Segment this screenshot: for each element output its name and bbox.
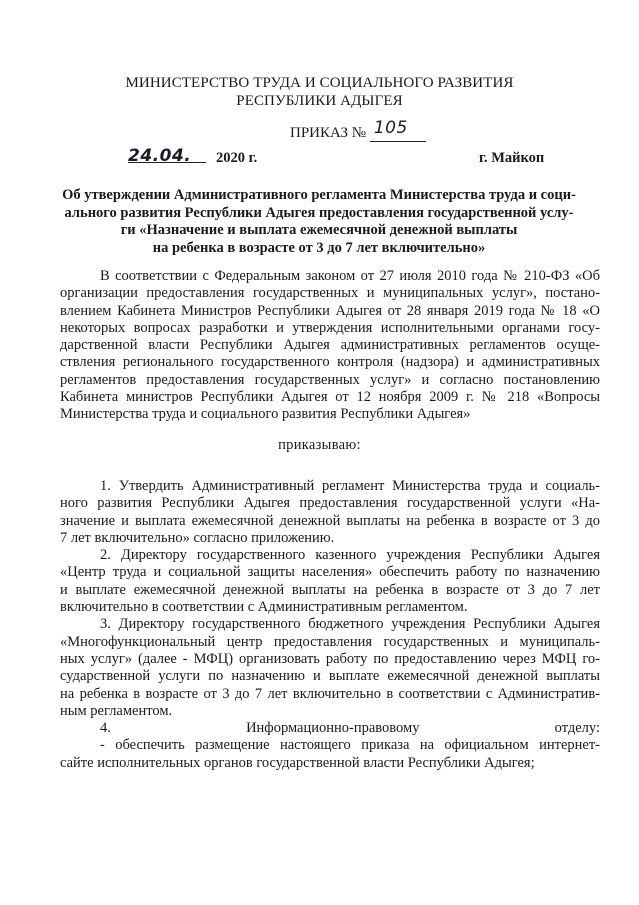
- preamble-paragraph: [60, 268, 600, 424]
- preamble-line: Министерства труда и социального развития Республики Адыгея»: [60, 406, 471, 423]
- item-line: «Центр труда и социальной защиты населения» обеспечить работу по назначению: [60, 564, 600, 581]
- date-row: [0, 148, 639, 170]
- ministry-name-line1: МИНИСТЕРСТВО ТРУДА И СОЦИАЛЬНОГО РАЗВИТИЯ: [125, 75, 514, 91]
- preamble-line: ствления регионального государственного контроля (надзора) и административных: [60, 354, 600, 371]
- order-number-field: [370, 118, 426, 142]
- order-heading: [60, 187, 578, 257]
- item-line: 7 лет включительно» согласно приложению.: [60, 529, 335, 546]
- item-line: 2. Директору государственного казенного учреждения Республики Адыгея: [100, 547, 600, 564]
- item-line: сударственной услуги по назначению и выплате ежемесячной денежной выплаты: [60, 668, 600, 685]
- item-line: ных услуг» (далее - МФЦ) организовать работу по предоставлению через МФЦ го-: [60, 650, 600, 667]
- item-line: и выплате ежемесячной денежной выплаты на ребенка в возрасте от 3 до 7 лет: [60, 581, 600, 598]
- item-line: сайте исполнительных органов государственной власти Республики Адыгея;: [60, 754, 535, 771]
- item-line: 4. Информационно-правовому отделу:: [100, 720, 600, 737]
- heading-line: на ребенка в возрасте от 3 до 7 лет включительно»: [152, 239, 486, 256]
- order-word: приказываю:: [278, 437, 361, 453]
- order-title: [290, 118, 426, 142]
- preamble-line: Кабинета министров Республики Адыгея от 12 ноября 2009 г. № 218 «Вопросы: [60, 389, 600, 406]
- order-items: [60, 478, 600, 772]
- item-line: 3. Директору государственного бюджетного учреждения Республики Адыгея: [100, 616, 600, 633]
- preamble-line: регламентов предоставления государственных услуг» и согласно постановлению: [60, 371, 600, 388]
- heading-line: Об утверждении Административного регламента Министерства труда и соци-: [62, 187, 576, 203]
- preamble-line: влением Кабинета Министров Республики Адыгея от 28 января 2019 года № 18 «О: [60, 302, 600, 319]
- ministry-name-line2: РЕСПУБЛИКИ АДЫГЕЯ: [236, 93, 403, 109]
- preamble-line: организации предоставления государственных и муниципальных услуг», постано-: [60, 285, 600, 302]
- ministry-header: [0, 74, 639, 110]
- item-line: включительно в соответствии с Административным регламентом.: [60, 599, 468, 616]
- item-line: «Многофункциональный центр предоставления государственных и муниципаль-: [60, 633, 600, 650]
- date-handwritten: 24.04.: [128, 146, 192, 166]
- item-line: - обеспечить размещение настоящего приказа на официальном интернет-: [100, 737, 600, 754]
- heading-line: ги «Назначение и выплата ежемесячной денежной выплаты: [120, 222, 518, 238]
- item-line: 1. Утвердить Административный регламент Министерства труда и социаль-: [100, 478, 600, 494]
- preamble-line: В соответствии с Федеральным законом от 27 июля 2010 года № 210-ФЗ «Об: [100, 268, 600, 284]
- preamble-line: дарственной власти Республики Адыгея административных регламентов осуще-: [60, 337, 600, 354]
- order-label: ПРИКАЗ №: [290, 125, 367, 141]
- heading-line: ального развития Республики Адыгея предоставления государственной услу-: [64, 204, 574, 221]
- order-number-handwritten: 105: [373, 118, 408, 138]
- date-year: 2020 г.: [216, 150, 258, 166]
- item-line: на ребенка в возрасте от 3 до 7 лет включительно в соответствии с Административ-: [60, 685, 600, 702]
- item-line: ного развития Республики Адыгея предоставления государственной услуги «На-: [60, 495, 600, 512]
- item-line: ным регламентом.: [60, 702, 173, 719]
- item-line: значение и выплата ежемесячной денежной выплаты на ребенка в возрасте от 3 до: [60, 512, 600, 529]
- preamble-line: некоторых вопросах разработки и утверждения исполнительными органами госу-: [60, 319, 600, 336]
- city-name: г. Майкоп: [479, 150, 545, 166]
